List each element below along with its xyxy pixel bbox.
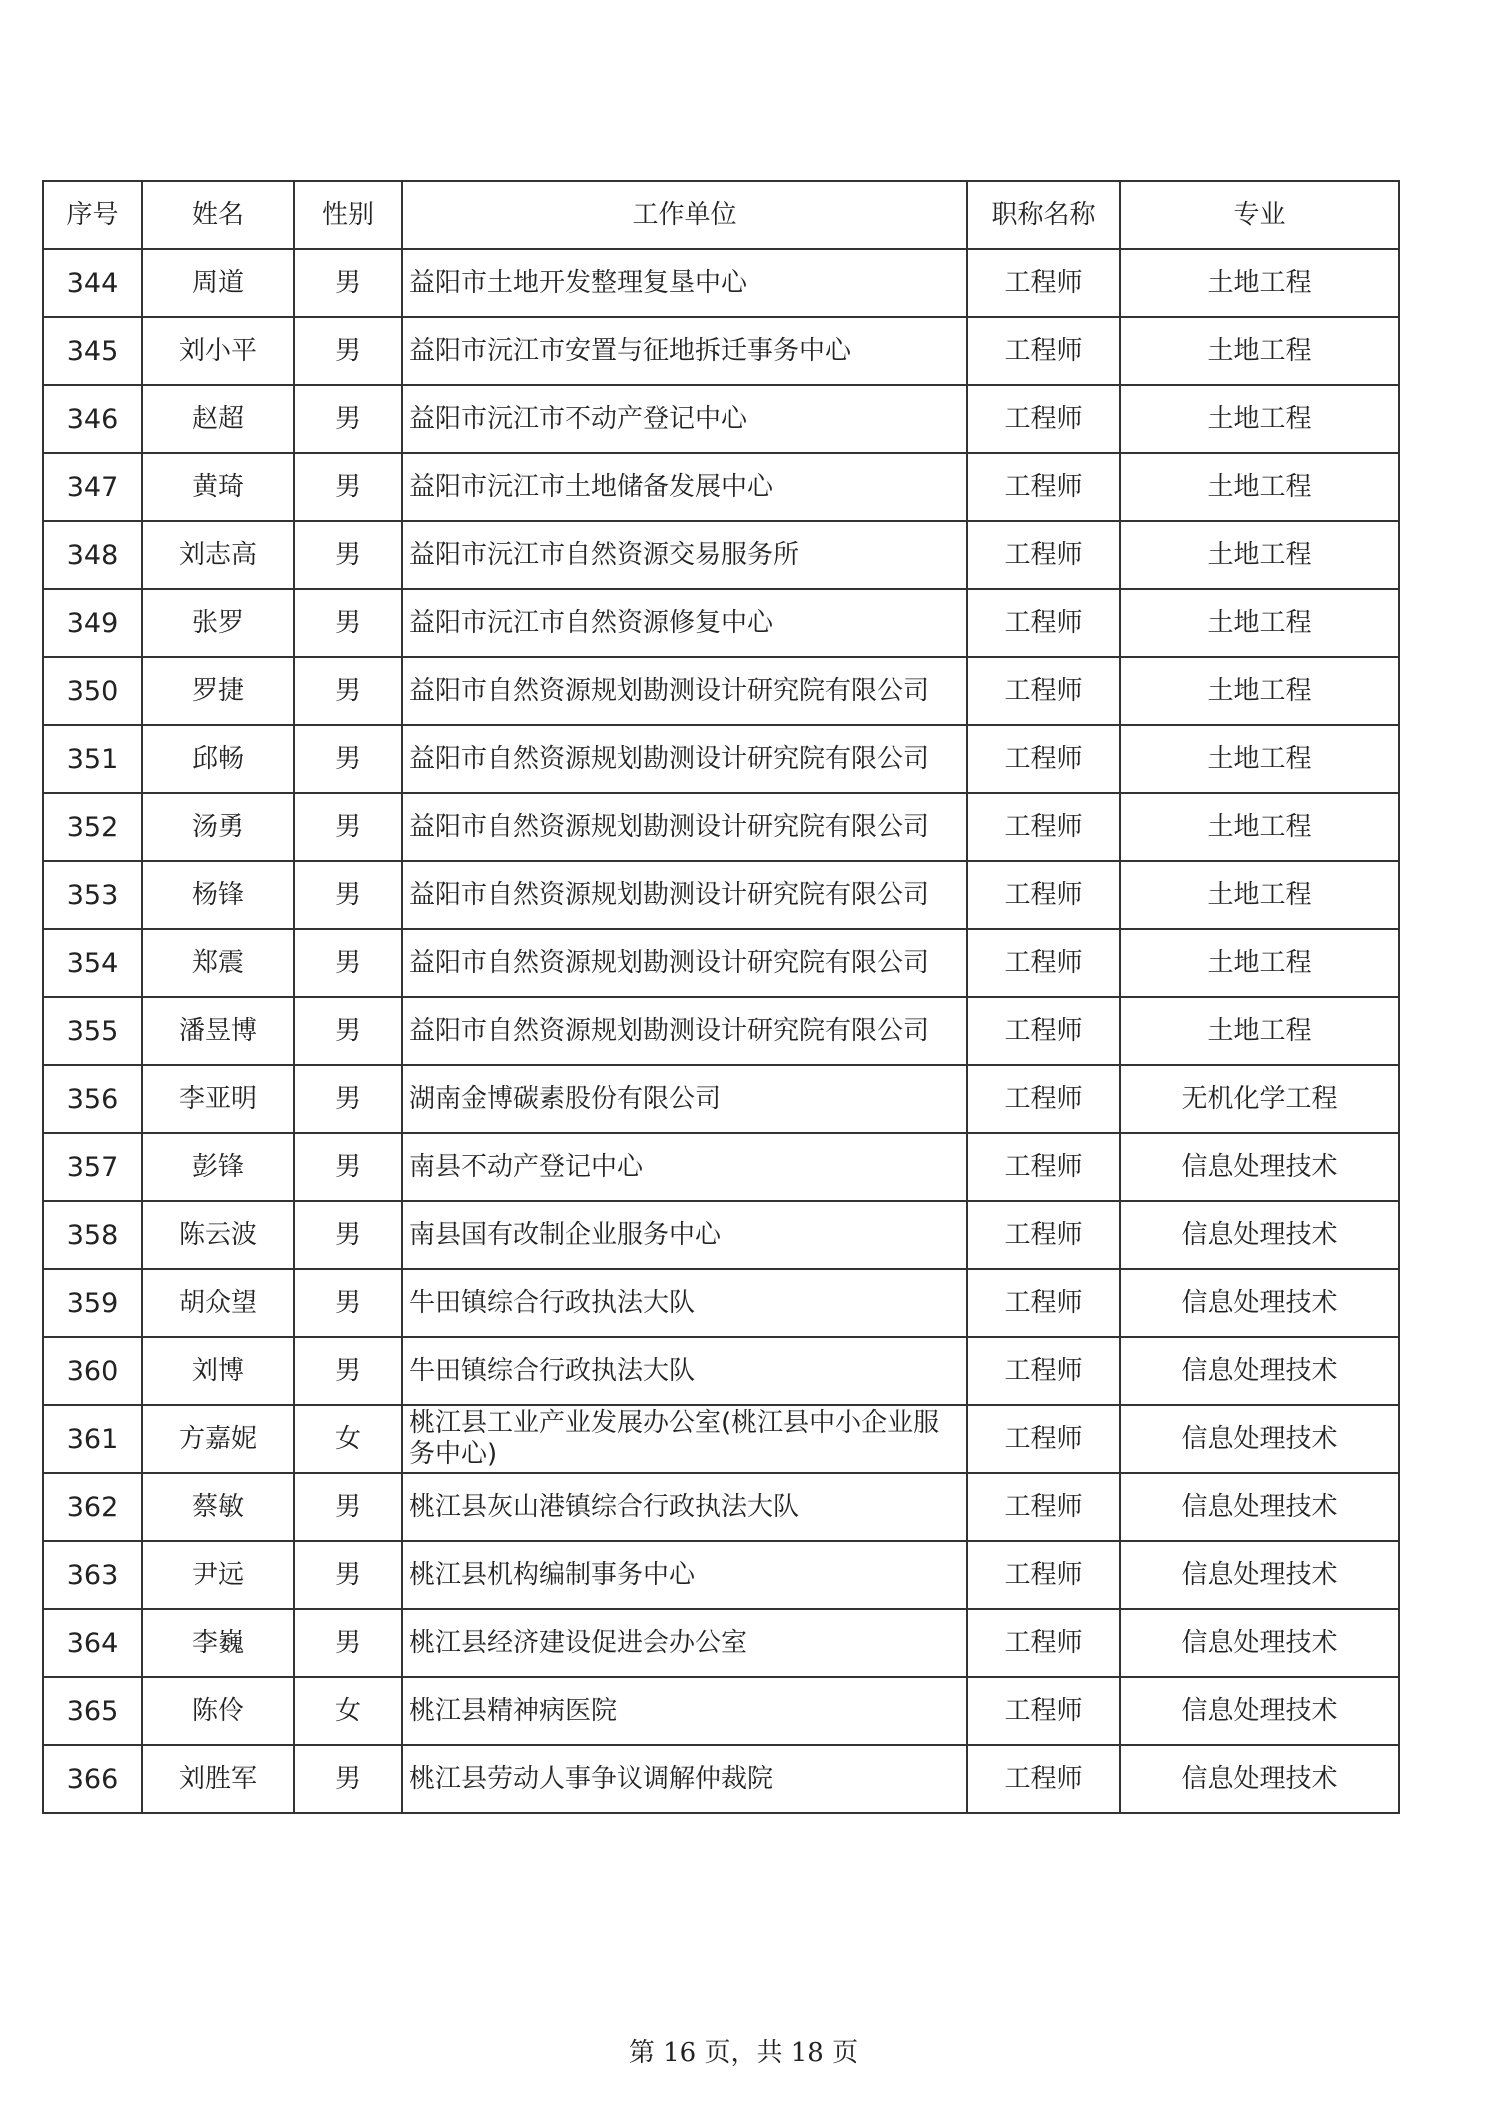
- cell-serial-number: 364: [43, 1609, 142, 1677]
- personnel-table: [42, 180, 1400, 1814]
- cell-work-unit: 桃江县经济建设促进会办公室: [402, 1609, 967, 1677]
- header-title: 职称名称: [967, 181, 1120, 249]
- cell-work-unit: 桃江县劳动人事争议调解仲裁院: [402, 1745, 967, 1813]
- cell-gender: 男: [294, 249, 402, 317]
- cell-serial-number: 360: [43, 1337, 142, 1405]
- cell-work-unit: 益阳市自然资源规划勘测设计研究院有限公司: [402, 793, 967, 861]
- cell-gender: 男: [294, 317, 402, 385]
- header-major: 专业: [1120, 181, 1399, 249]
- table-row: [43, 589, 1399, 657]
- table-row: [43, 1745, 1399, 1813]
- cell-title: 工程师: [967, 861, 1120, 929]
- cell-gender: 男: [294, 929, 402, 997]
- cell-work-unit: 益阳市沅江市自然资源修复中心: [402, 589, 967, 657]
- cell-major: 土地工程: [1120, 725, 1399, 793]
- cell-name: 黄琦: [142, 453, 294, 521]
- cell-name: 刘胜军: [142, 1745, 294, 1813]
- cell-gender: 男: [294, 1745, 402, 1813]
- cell-gender: 男: [294, 1201, 402, 1269]
- page-number-footer: 第 16 页，共 18 页: [628, 2038, 859, 2068]
- cell-title: 工程师: [967, 1609, 1120, 1677]
- cell-title: 工程师: [967, 1065, 1120, 1133]
- cell-work-unit: 南县不动产登记中心: [402, 1133, 967, 1201]
- table-row: [43, 1269, 1399, 1337]
- cell-major: 土地工程: [1120, 453, 1399, 521]
- cell-name: 潘昱博: [142, 997, 294, 1065]
- table-row: [43, 1337, 1399, 1405]
- cell-gender: 男: [294, 521, 402, 589]
- cell-major: 土地工程: [1120, 997, 1399, 1065]
- cell-title: 工程师: [967, 793, 1120, 861]
- cell-title: 工程师: [967, 1745, 1120, 1813]
- table-body: [43, 249, 1399, 1813]
- table-row: [43, 929, 1399, 997]
- cell-name: 罗捷: [142, 657, 294, 725]
- cell-major: 土地工程: [1120, 317, 1399, 385]
- cell-title: 工程师: [967, 1473, 1120, 1541]
- cell-work-unit: 益阳市土地开发整理复垦中心: [402, 249, 967, 317]
- cell-title: 工程师: [967, 1133, 1120, 1201]
- cell-name: 方嘉妮: [142, 1405, 294, 1473]
- cell-gender: 男: [294, 1473, 402, 1541]
- cell-title: 工程师: [967, 929, 1120, 997]
- cell-name: 陈伶: [142, 1677, 294, 1745]
- cell-work-unit: 益阳市自然资源规划勘测设计研究院有限公司: [402, 997, 967, 1065]
- cell-work-unit: 益阳市自然资源规划勘测设计研究院有限公司: [402, 929, 967, 997]
- cell-work-unit: 益阳市沅江市土地储备发展中心: [402, 453, 967, 521]
- cell-gender: 男: [294, 861, 402, 929]
- cell-serial-number: 358: [43, 1201, 142, 1269]
- cell-title: 工程师: [967, 1677, 1120, 1745]
- table-row: [43, 1609, 1399, 1677]
- cell-work-unit: 益阳市自然资源规划勘测设计研究院有限公司: [402, 657, 967, 725]
- table-row: [43, 997, 1399, 1065]
- cell-serial-number: 357: [43, 1133, 142, 1201]
- table-row: [43, 249, 1399, 317]
- cell-work-unit: 益阳市自然资源规划勘测设计研究院有限公司: [402, 725, 967, 793]
- cell-serial-number: 363: [43, 1541, 142, 1609]
- cell-work-unit: 益阳市沅江市自然资源交易服务所: [402, 521, 967, 589]
- cell-name: 蔡敏: [142, 1473, 294, 1541]
- cell-gender: 男: [294, 385, 402, 453]
- cell-name: 张罗: [142, 589, 294, 657]
- cell-name: 周道: [142, 249, 294, 317]
- cell-major: 信息处理技术: [1120, 1473, 1399, 1541]
- cell-title: 工程师: [967, 1269, 1120, 1337]
- cell-serial-number: 362: [43, 1473, 142, 1541]
- cell-title: 工程师: [967, 521, 1120, 589]
- header-serial-number: 序号: [43, 181, 142, 249]
- table-row: [43, 1473, 1399, 1541]
- cell-major: 信息处理技术: [1120, 1133, 1399, 1201]
- cell-gender: 男: [294, 725, 402, 793]
- cell-serial-number: 356: [43, 1065, 142, 1133]
- cell-title: 工程师: [967, 589, 1120, 657]
- table-row: [43, 1541, 1399, 1609]
- cell-major: 信息处理技术: [1120, 1405, 1399, 1473]
- cell-gender: 男: [294, 1541, 402, 1609]
- cell-work-unit: 湖南金博碳素股份有限公司: [402, 1065, 967, 1133]
- cell-gender: 男: [294, 1337, 402, 1405]
- table-row: [43, 793, 1399, 861]
- cell-major: 无机化学工程: [1120, 1065, 1399, 1133]
- cell-major: 土地工程: [1120, 589, 1399, 657]
- cell-work-unit: 牛田镇综合行政执法大队: [402, 1337, 967, 1405]
- table-row: [43, 317, 1399, 385]
- cell-name: 陈云波: [142, 1201, 294, 1269]
- cell-gender: 男: [294, 453, 402, 521]
- cell-work-unit: 益阳市自然资源规划勘测设计研究院有限公司: [402, 861, 967, 929]
- cell-serial-number: 365: [43, 1677, 142, 1745]
- cell-gender: 女: [294, 1677, 402, 1745]
- table-header-row: [43, 181, 1399, 249]
- cell-serial-number: 361: [43, 1405, 142, 1473]
- cell-name: 彭锋: [142, 1133, 294, 1201]
- cell-serial-number: 354: [43, 929, 142, 997]
- cell-gender: 男: [294, 589, 402, 657]
- cell-serial-number: 353: [43, 861, 142, 929]
- cell-serial-number: 359: [43, 1269, 142, 1337]
- header-work-unit: 工作单位: [402, 181, 967, 249]
- cell-major: 土地工程: [1120, 249, 1399, 317]
- cell-title: 工程师: [967, 997, 1120, 1065]
- cell-serial-number: 355: [43, 997, 142, 1065]
- cell-gender: 男: [294, 657, 402, 725]
- table-row: [43, 521, 1399, 589]
- cell-major: 信息处理技术: [1120, 1745, 1399, 1813]
- cell-serial-number: 344: [43, 249, 142, 317]
- cell-gender: 男: [294, 1609, 402, 1677]
- cell-serial-number: 351: [43, 725, 142, 793]
- table-row: [43, 1133, 1399, 1201]
- cell-name: 刘志高: [142, 521, 294, 589]
- cell-gender: 男: [294, 997, 402, 1065]
- cell-title: 工程师: [967, 1405, 1120, 1473]
- cell-name: 尹远: [142, 1541, 294, 1609]
- cell-work-unit: 南县国有改制企业服务中心: [402, 1201, 967, 1269]
- cell-work-unit: 桃江县精神病医院: [402, 1677, 967, 1745]
- cell-major: 土地工程: [1120, 861, 1399, 929]
- cell-major: 信息处理技术: [1120, 1201, 1399, 1269]
- cell-major: 土地工程: [1120, 657, 1399, 725]
- cell-title: 工程师: [967, 249, 1120, 317]
- cell-title: 工程师: [967, 453, 1120, 521]
- table-row: [43, 657, 1399, 725]
- cell-name: 刘小平: [142, 317, 294, 385]
- cell-major: 信息处理技术: [1120, 1337, 1399, 1405]
- cell-name: 胡众望: [142, 1269, 294, 1337]
- cell-name: 邱畅: [142, 725, 294, 793]
- cell-work-unit: 桃江县灰山港镇综合行政执法大队: [402, 1473, 967, 1541]
- cell-work-unit: 桃江县工业产业发展办公室(桃江县中小企业服务中心): [402, 1405, 967, 1473]
- cell-name: 赵超: [142, 385, 294, 453]
- cell-major: 信息处理技术: [1120, 1609, 1399, 1677]
- cell-gender: 女: [294, 1405, 402, 1473]
- cell-name: 李亚明: [142, 1065, 294, 1133]
- cell-work-unit: 牛田镇综合行政执法大队: [402, 1269, 967, 1337]
- header-name: 姓名: [142, 181, 294, 249]
- cell-serial-number: 366: [43, 1745, 142, 1813]
- cell-name: 刘博: [142, 1337, 294, 1405]
- cell-serial-number: 347: [43, 453, 142, 521]
- cell-serial-number: 352: [43, 793, 142, 861]
- cell-major: 信息处理技术: [1120, 1541, 1399, 1609]
- table-row: [43, 453, 1399, 521]
- table-row: [43, 1201, 1399, 1269]
- cell-gender: 男: [294, 1065, 402, 1133]
- cell-major: 信息处理技术: [1120, 1677, 1399, 1745]
- cell-work-unit: 益阳市沅江市不动产登记中心: [402, 385, 967, 453]
- cell-work-unit: 桃江县机构编制事务中心: [402, 1541, 967, 1609]
- cell-title: 工程师: [967, 385, 1120, 453]
- cell-work-unit: 益阳市沅江市安置与征地拆迁事务中心: [402, 317, 967, 385]
- cell-major: 土地工程: [1120, 521, 1399, 589]
- cell-serial-number: 350: [43, 657, 142, 725]
- header-gender: 性别: [294, 181, 402, 249]
- table-row: [43, 1677, 1399, 1745]
- table-row: [43, 1405, 1399, 1473]
- cell-title: 工程师: [967, 657, 1120, 725]
- cell-name: 汤勇: [142, 793, 294, 861]
- cell-title: 工程师: [967, 317, 1120, 385]
- cell-major: 土地工程: [1120, 793, 1399, 861]
- table-row: [43, 725, 1399, 793]
- table-row: [43, 385, 1399, 453]
- cell-gender: 男: [294, 793, 402, 861]
- cell-serial-number: 345: [43, 317, 142, 385]
- cell-name: 杨锋: [142, 861, 294, 929]
- table-row: [43, 1065, 1399, 1133]
- cell-gender: 男: [294, 1269, 402, 1337]
- cell-title: 工程师: [967, 1201, 1120, 1269]
- cell-major: 信息处理技术: [1120, 1269, 1399, 1337]
- cell-serial-number: 349: [43, 589, 142, 657]
- cell-name: 郑震: [142, 929, 294, 997]
- cell-title: 工程师: [967, 1337, 1120, 1405]
- cell-title: 工程师: [967, 1541, 1120, 1609]
- cell-major: 土地工程: [1120, 385, 1399, 453]
- cell-name: 李巍: [142, 1609, 294, 1677]
- cell-serial-number: 346: [43, 385, 142, 453]
- cell-title: 工程师: [967, 725, 1120, 793]
- cell-major: 土地工程: [1120, 929, 1399, 997]
- table-row: [43, 861, 1399, 929]
- cell-serial-number: 348: [43, 521, 142, 589]
- cell-gender: 男: [294, 1133, 402, 1201]
